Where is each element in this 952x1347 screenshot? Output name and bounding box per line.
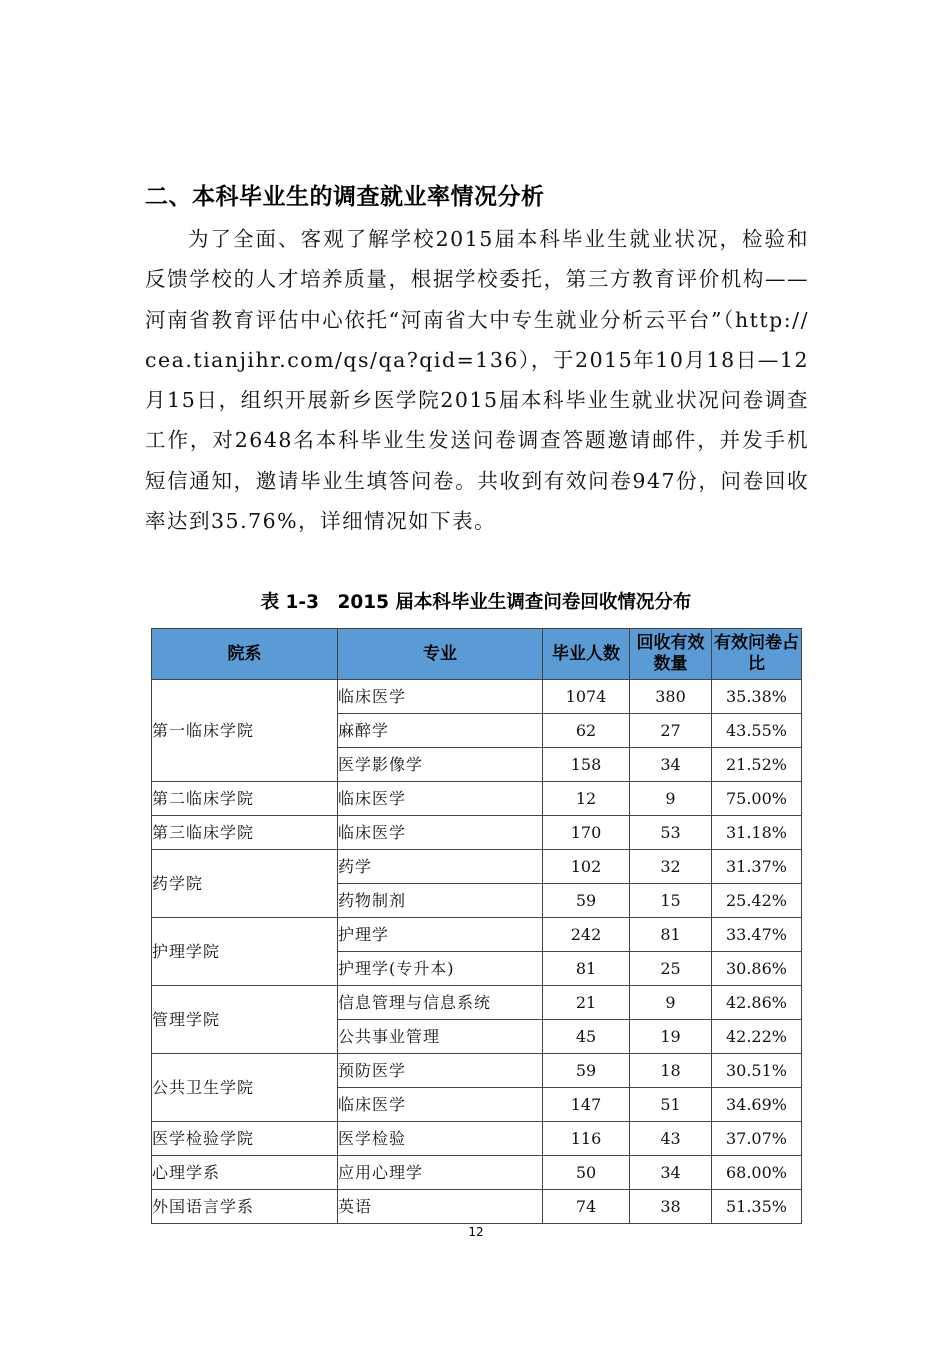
college-cell: 第二临床学院 <box>152 782 338 816</box>
valid-ratio-cell: 30.86% <box>712 952 802 986</box>
college-cell: 外国语言学系 <box>152 1190 338 1224</box>
valid-count-cell: 81 <box>630 918 712 952</box>
valid-count-cell: 19 <box>630 1020 712 1054</box>
valid-ratio-cell: 25.42% <box>712 884 802 918</box>
table-row <box>152 986 802 1020</box>
table-row <box>152 1156 802 1190</box>
college-cell: 第一临床学院 <box>152 680 338 782</box>
major-cell: 药物制剂 <box>338 884 543 918</box>
header-valid-ratio: 有效问卷占比 <box>712 629 802 680</box>
intro-paragraph: 为了全面、客观了解学校2015届本科毕业生就业状况，检验和反馈学校的人才培养质量，根据学校委托，第三方教育评价机构——河南省教育评估中心依托“河南省大中专生就业分析云平台”（http://cea.tianjihr.com/qs/qa?qid=136），于2015年10月18日—12月15日，组织开展新乡医学院2015届本科毕业生就业状况问卷调查工作，对2648名本科毕业生发送问卷调查答题邀请邮件，并发手机短信通知，邀请毕业生填答问卷。共收到有效问卷947份，问卷回收率达到35.76%，详细情况如下表。 <box>145 227 809 534</box>
table-row <box>152 782 802 816</box>
graduates-cell: 12 <box>543 782 630 816</box>
table-row <box>152 850 802 884</box>
major-cell: 应用心理学 <box>338 1156 543 1190</box>
table-body <box>152 680 802 1224</box>
graduates-cell: 50 <box>543 1156 630 1190</box>
college-cell: 护理学院 <box>152 918 338 986</box>
valid-count-cell: 9 <box>630 986 712 1020</box>
valid-ratio-cell: 37.07% <box>712 1122 802 1156</box>
valid-ratio-cell: 42.22% <box>712 1020 802 1054</box>
valid-ratio-cell: 21.52% <box>712 748 802 782</box>
major-cell: 公共事业管理 <box>338 1020 543 1054</box>
graduates-cell: 21 <box>543 986 630 1020</box>
valid-ratio-cell: 31.18% <box>712 816 802 850</box>
valid-ratio-cell: 51.35% <box>712 1190 802 1224</box>
table-row <box>152 816 802 850</box>
section-heading: 二、本科毕业生的调查就业率情况分析 <box>145 184 545 210</box>
major-cell: 医学检验 <box>338 1122 543 1156</box>
graduates-cell: 74 <box>543 1190 630 1224</box>
major-cell: 临床医学 <box>338 816 543 850</box>
major-cell: 临床医学 <box>338 782 543 816</box>
valid-count-cell: 34 <box>630 748 712 782</box>
college-cell: 医学检验学院 <box>152 1122 338 1156</box>
graduates-cell: 59 <box>543 884 630 918</box>
major-cell: 信息管理与信息系统 <box>338 986 543 1020</box>
graduates-cell: 62 <box>543 714 630 748</box>
graduates-cell: 242 <box>543 918 630 952</box>
major-cell: 英语 <box>338 1190 543 1224</box>
major-cell: 医学影像学 <box>338 748 543 782</box>
valid-count-cell: 380 <box>630 680 712 714</box>
valid-count-cell: 32 <box>630 850 712 884</box>
survey-recovery-table <box>151 628 802 1224</box>
table-row <box>152 1122 802 1156</box>
valid-ratio-cell: 42.86% <box>712 986 802 1020</box>
graduates-cell: 102 <box>543 850 630 884</box>
graduates-cell: 170 <box>543 816 630 850</box>
major-cell: 临床医学 <box>338 1088 543 1122</box>
graduates-cell: 147 <box>543 1088 630 1122</box>
table-row <box>152 1190 802 1224</box>
valid-ratio-cell: 35.38% <box>712 680 802 714</box>
header-major: 专业 <box>338 629 543 680</box>
valid-count-cell: 27 <box>630 714 712 748</box>
graduates-cell: 45 <box>543 1020 630 1054</box>
valid-count-cell: 38 <box>630 1190 712 1224</box>
college-cell: 管理学院 <box>152 986 338 1054</box>
table-row <box>152 918 802 952</box>
valid-count-cell: 25 <box>630 952 712 986</box>
graduates-cell: 1074 <box>543 680 630 714</box>
valid-count-cell: 43 <box>630 1122 712 1156</box>
valid-count-cell: 53 <box>630 816 712 850</box>
major-cell: 临床医学 <box>338 680 543 714</box>
valid-ratio-cell: 33.47% <box>712 918 802 952</box>
valid-count-cell: 15 <box>630 884 712 918</box>
college-cell: 药学院 <box>152 850 338 918</box>
valid-count-cell: 9 <box>630 782 712 816</box>
valid-ratio-cell: 43.55% <box>712 714 802 748</box>
valid-ratio-cell: 30.51% <box>712 1054 802 1088</box>
header-graduates: 毕业人数 <box>543 629 630 680</box>
page-number: 12 <box>468 1225 484 1239</box>
header-college: 院系 <box>152 629 338 680</box>
valid-ratio-cell: 34.69% <box>712 1088 802 1122</box>
major-cell: 护理学 <box>338 918 543 952</box>
table-row <box>152 680 802 714</box>
valid-count-cell: 34 <box>630 1156 712 1190</box>
valid-count-cell: 51 <box>630 1088 712 1122</box>
graduates-cell: 81 <box>543 952 630 986</box>
graduates-cell: 59 <box>543 1054 630 1088</box>
table-caption: 表 1-3 2015 届本科毕业生调查问卷回收情况分布 <box>260 592 692 613</box>
major-cell: 麻醉学 <box>338 714 543 748</box>
college-cell: 心理学系 <box>152 1156 338 1190</box>
table-header-row <box>152 629 802 680</box>
table-row <box>152 1054 802 1088</box>
major-cell: 预防医学 <box>338 1054 543 1088</box>
valid-ratio-cell: 75.00% <box>712 782 802 816</box>
college-cell: 公共卫生学院 <box>152 1054 338 1122</box>
graduates-cell: 158 <box>543 748 630 782</box>
graduates-cell: 116 <box>543 1122 630 1156</box>
valid-count-cell: 18 <box>630 1054 712 1088</box>
valid-ratio-cell: 31.37% <box>712 850 802 884</box>
major-cell: 护理学(专升本) <box>338 952 543 986</box>
header-valid-count: 回收有效数量 <box>630 629 712 680</box>
valid-ratio-cell: 68.00% <box>712 1156 802 1190</box>
major-cell: 药学 <box>338 850 543 884</box>
college-cell: 第三临床学院 <box>152 816 338 850</box>
